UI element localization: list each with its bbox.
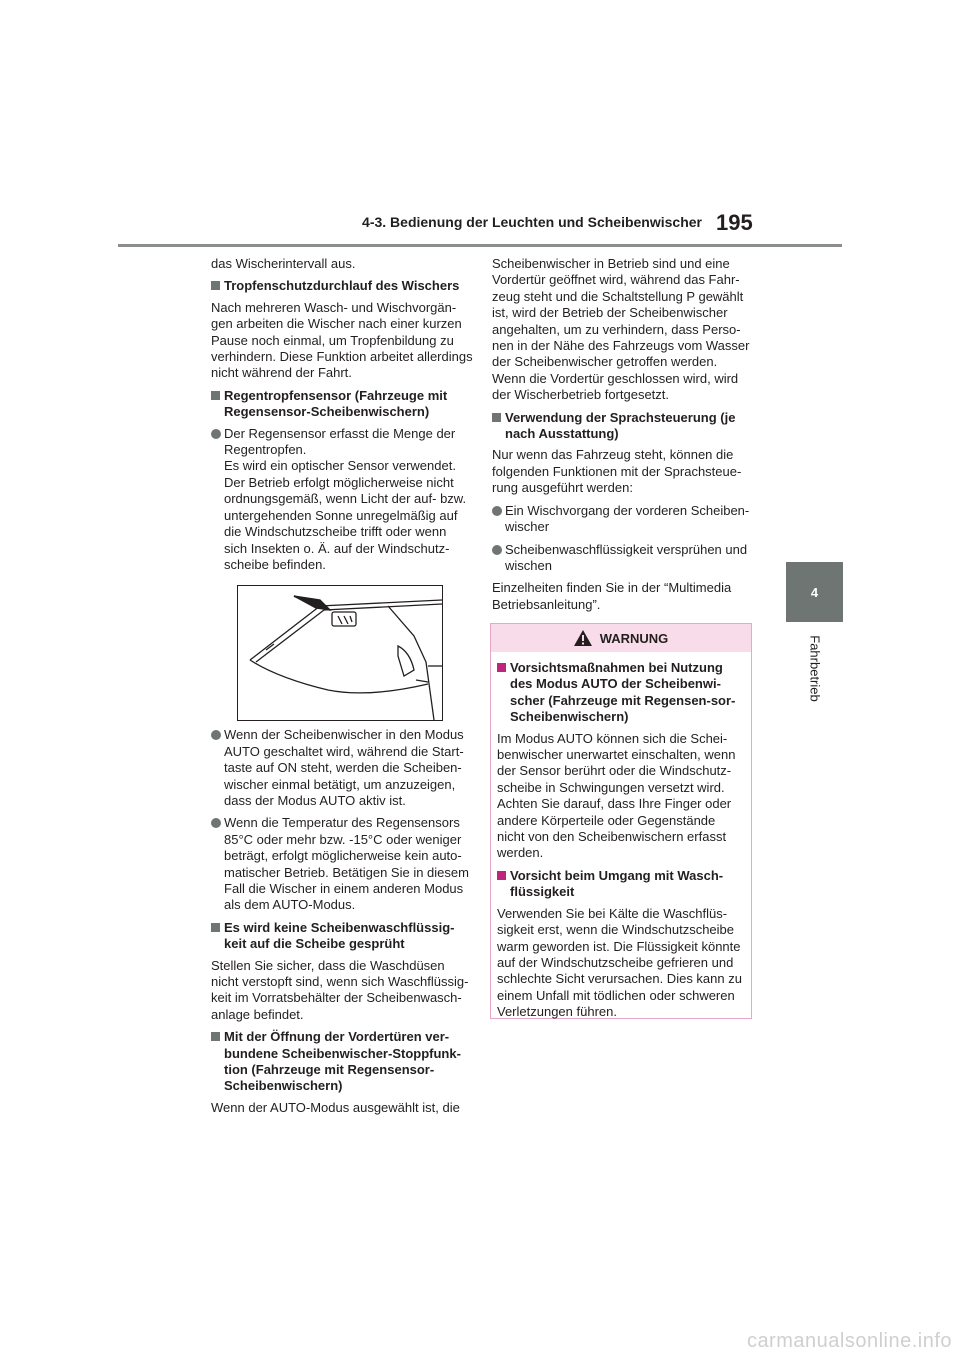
page-number: 195 (716, 210, 753, 235)
bullet-rain-sensor (211, 426, 473, 574)
bullet-voice-wipe: Ein Wischvorgang der vorderen Scheiben-wischer (492, 503, 754, 536)
chapter-label (780, 628, 850, 708)
paragraph-drip-prevention: Nach mehreren Wasch- und Wischvorgän-gen arbeiten die Wischer nach einer kurzen Pause noch einmal, um Tropfenbildung zu verhindern. Diese Funktion arbeitet allerdings nicht während der Fahrt. (211, 299, 473, 381)
watermark: carmanualsonline.info (746, 1330, 952, 1352)
left-column (211, 256, 473, 1122)
rain-sensor-illustration (237, 585, 443, 721)
paragraph-voice-control: Nur wenn das Fahrzeug steht, können die folgenden Funktionen mit der Sprachsteue-rung ausgeführt werden: (492, 447, 742, 496)
warning-paragraph-auto-mode: Im Modus AUTO können sich die Schei-benwischer unerwartet einschalten, wenn der Sensor berührt oder die Windschutz-scheibe in Schwingungen versetzt wird. Achten Sie darauf, dass Ihre Finger oder andere Körperteile oder Gegenstände nicht von den Scheibenwischern erfasst werden. (497, 730, 736, 861)
warning-body (491, 652, 751, 1021)
heading-rain-sensor: Regentropfensensor (Fahrzeuge mit Regensensor-Scheibenwischern) (211, 388, 473, 421)
chapter-label-text: Fahrbetrieb (807, 634, 823, 702)
chapter-tab: 4 (786, 562, 843, 622)
paragraph-no-washer-fluid: Stellen Sie sicher, dass die Waschdüsen nicht verstopft sind, wenn sich Waschflüssig-keit im Vorratsbehälter der Scheibenwasch-anlage befindet. (211, 957, 469, 1022)
warning-title: WARNUNG (599, 630, 669, 646)
section-title: 4-3. Bedienung der Leuchten und Scheibenwischer (362, 214, 702, 230)
heading-door-stop-function: Mit der Öffnung der Vordertüren ver-bundene Scheibenwischer-Stoppfunk-tion (Fahrzeuge mit Regensensor-Scheibenwischern) (211, 1029, 473, 1095)
paragraph-door-stop-continued: Scheibenwischer in Betrieb sind und eine Vordertür geöffnet wird, während das Fahr-zeug steht und die Schaltstellung P gewählt ist, wird der Betrieb der Scheibenwischer angehalten, um zu verhindern, dass Perso-nen in der Nähe des Fahrzeugs vom Wasser der Scheibenwischer getroffen werden. Wenn die Vordertür geschlossen wird, wird der Wischerbetrieb fortgesetzt. (492, 256, 750, 403)
bullet-temperature: Wenn die Temperatur des Regensensors 85°C oder mehr bzw. -15°C oder weniger beträgt, erfolgt möglicherweise kein auto-matischer Betrieb. Betätigen Sie in diesem Fall die Wischer in einem anderen Modus als dem AUTO-Modus. (211, 815, 473, 913)
windshield-sensor-drawing (238, 586, 442, 720)
warning-heading-auto-mode: Vorsichtsmaßnahmen bei Nutzung des Modus AUTO der Scheibenwi-scher (Fahrzeuge mit Regensen-sor-Scheibenwischern) (497, 660, 745, 726)
warning-paragraph-washer-fluid: Verwenden Sie bei Kälte die Waschflüs-sigkeit erst, wenn die Windschutzscheibe warm geworden ist. Die Flüssigkeit könnte auf der Windschutzscheibe gefrieren und schlechte Sicht verursachen. Dies kann zu einem Unfall mit tödlichen oder schweren Verletzungen führen. (497, 905, 742, 1020)
warning-heading-washer-fluid: Vorsicht beim Umgang mit Wasch-flüssigkeit (497, 868, 745, 901)
header-rule (118, 244, 842, 247)
heading-voice-control: Verwendung der Sprachsteuerung (je nach Ausstattung) (492, 410, 754, 443)
paragraph-door-stop-function: Wenn der AUTO-Modus ausgewählt ist, die (211, 1099, 460, 1115)
right-column (492, 256, 754, 619)
heading-drip-prevention: Tropfenschutzdurchlauf des Wischers (211, 278, 473, 294)
bullet-voice-wash: Scheibenwaschflüssigkeit versprühen und wischen (492, 542, 754, 575)
heading-no-washer-fluid: Es wird keine Scheibenwaschflüssig-keit auf die Scheibe gesprüht (211, 920, 473, 953)
warning-header (491, 624, 751, 652)
bullet-rain-sensor-line2: Es wird ein optischer Sensor verwendet. Der Betrieb erfolgt möglicherweise nicht ordnungsgemäß, wenn Licht der auf- bzw. untergehenden Sonne unregelmäßig auf die Windschutzscheibe trifft oder wenn sich Insekten o. Ä. auf der Windschutz-scheibe befinden. (224, 458, 467, 572)
warning-box (490, 623, 752, 1019)
bullet-rain-sensor-line1: Der Regensensor erfasst die Menge der Regentropfen. (224, 425, 456, 458)
paragraph-multimedia-reference: Einzelheiten finden Sie in der “Multimedia Betriebsanleitung”. (492, 580, 732, 612)
warning-triangle-icon (574, 630, 592, 646)
intro-text: das Wischerintervall aus. (211, 256, 356, 271)
bullet-auto-mode: Wenn der Scheibenwischer in den Modus AUTO geschaltet wird, während die Start-taste auf ON steht, werden die Scheiben-wischer einmal betätigt, um anzuzeigen, dass der Modus AUTO aktiv ist. (211, 727, 473, 809)
